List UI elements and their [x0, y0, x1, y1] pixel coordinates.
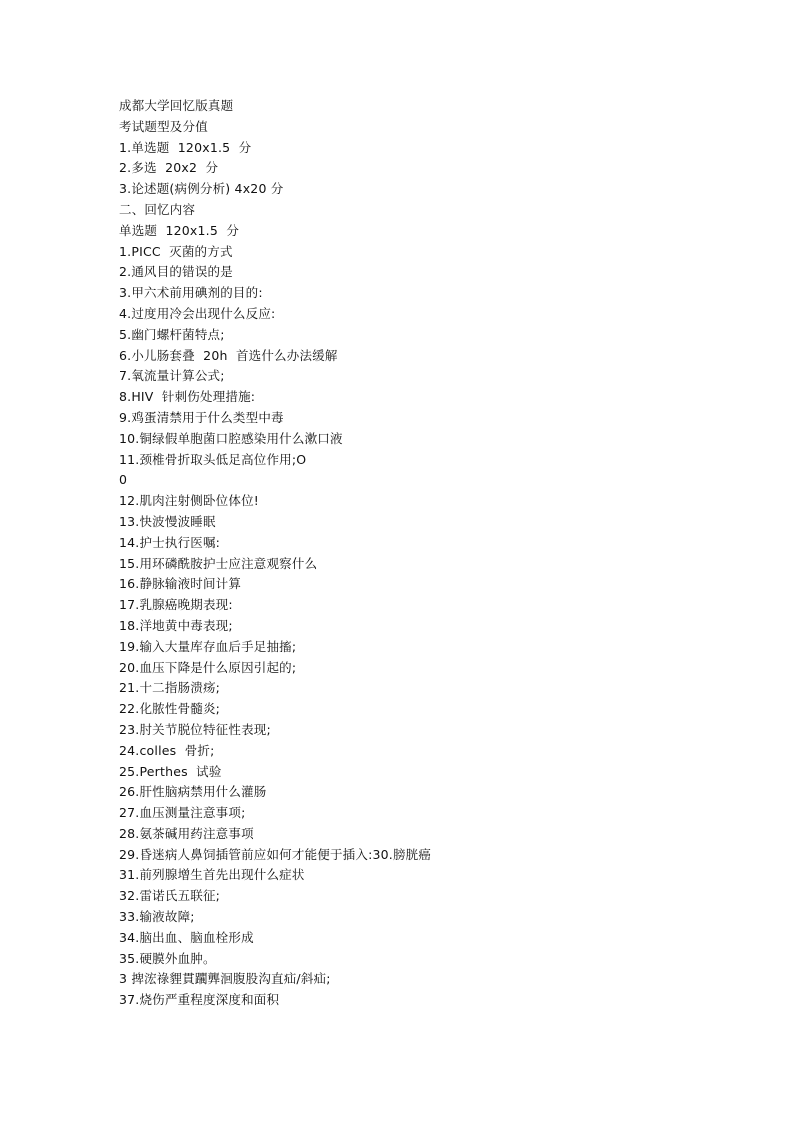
- text-line: 2.多选 20x2 分: [119, 160, 219, 176]
- text-line: 9.鸡蛋清禁用于什么类型中毒: [119, 409, 284, 425]
- text-line: 0: [119, 472, 128, 488]
- text-line: 20.血压下降是什么原因引起的;: [119, 659, 297, 675]
- text-line: 二、回忆内容: [119, 201, 196, 217]
- document-body: [119, 96, 679, 1011]
- text-line: 14.护士执行医嘱:: [119, 534, 221, 550]
- text-line: 32.雷诺氏五联征;: [119, 888, 221, 904]
- text-line: 37.烧伤严重程度深度和面积: [119, 992, 280, 1008]
- text-line: 1.单选题 120x1.5 分: [119, 139, 252, 155]
- text-line: 22.化脓性骨髓炎;: [119, 701, 221, 717]
- text-line: 27.血压测量注意事项;: [119, 805, 246, 821]
- text-line: 3 捭浤祿貍貫躙龏洄腹股沟直疝/斜疝;: [119, 971, 331, 987]
- text-line: 考试题型及分值: [119, 118, 208, 134]
- text-line: 19.输入大量库存血后手足抽搐;: [119, 638, 297, 654]
- text-line: 11.颈椎骨折取头低足高位作用;O: [119, 451, 307, 467]
- text-line: 2.通风目的错误的是: [119, 264, 233, 280]
- text-line: 3.论述题(病例分析) 4x20 分: [119, 181, 284, 197]
- text-line: 10.铜绿假单胞菌口腔感染用什么漱口液: [119, 430, 343, 446]
- text-line: 6.小儿肠套叠 20h 首选什么办法缓解: [119, 347, 338, 363]
- text-line: 21.十二指肠溃疡;: [119, 680, 221, 696]
- text-line: 26.肝性脑病禁用什么灌肠: [119, 784, 267, 800]
- text-line: 7.氧流量计算公式;: [119, 368, 225, 384]
- text-line: 1.PICC 灭菌的方式: [119, 243, 233, 259]
- text-line: 29.昏迷病人鼻饲插管前应如何才能便于插入:30.膀胱癌: [119, 846, 432, 862]
- text-line: 17.乳腺癌晚期表现:: [119, 597, 233, 613]
- text-line: 12.肌肉注射侧卧位体位!: [119, 493, 259, 509]
- text-line: 28.氨茶碱用药注意事项: [119, 825, 254, 841]
- text-line: 18.洋地黄中毒表现;: [119, 617, 233, 633]
- text-line: 31.前列腺增生首先出现什么症状: [119, 867, 305, 883]
- text-line: 13.快波慢波睡眠: [119, 513, 216, 529]
- text-line: 33.输液故障;: [119, 909, 195, 925]
- text-line: 25.Perthes 试验: [119, 763, 222, 779]
- text-line: 24.colles 骨折;: [119, 742, 215, 758]
- text-line: 单选题 120x1.5 分: [119, 222, 240, 238]
- text-line: 4.过度用冷会出现什么反应:: [119, 305, 276, 321]
- text-line: 3.甲六术前用碘剂的目的:: [119, 285, 263, 301]
- text-line: 34.脑出血、脑血栓形成: [119, 929, 254, 945]
- text-line: 23.肘关节脱位特征性表现;: [119, 721, 271, 737]
- text-line: 5.幽门螺杆菌特点;: [119, 326, 225, 342]
- text-line: 15.用环磷酰胺护士应注意观察什么: [119, 555, 318, 571]
- document-title: 成都大学回忆版真题: [119, 98, 234, 113]
- text-line: 16.静脉输液时间计算: [119, 576, 242, 592]
- text-line: 35.硬膜外血肿。: [119, 950, 216, 966]
- text-line: 8.HIV 针刺伤处理措施:: [119, 389, 256, 405]
